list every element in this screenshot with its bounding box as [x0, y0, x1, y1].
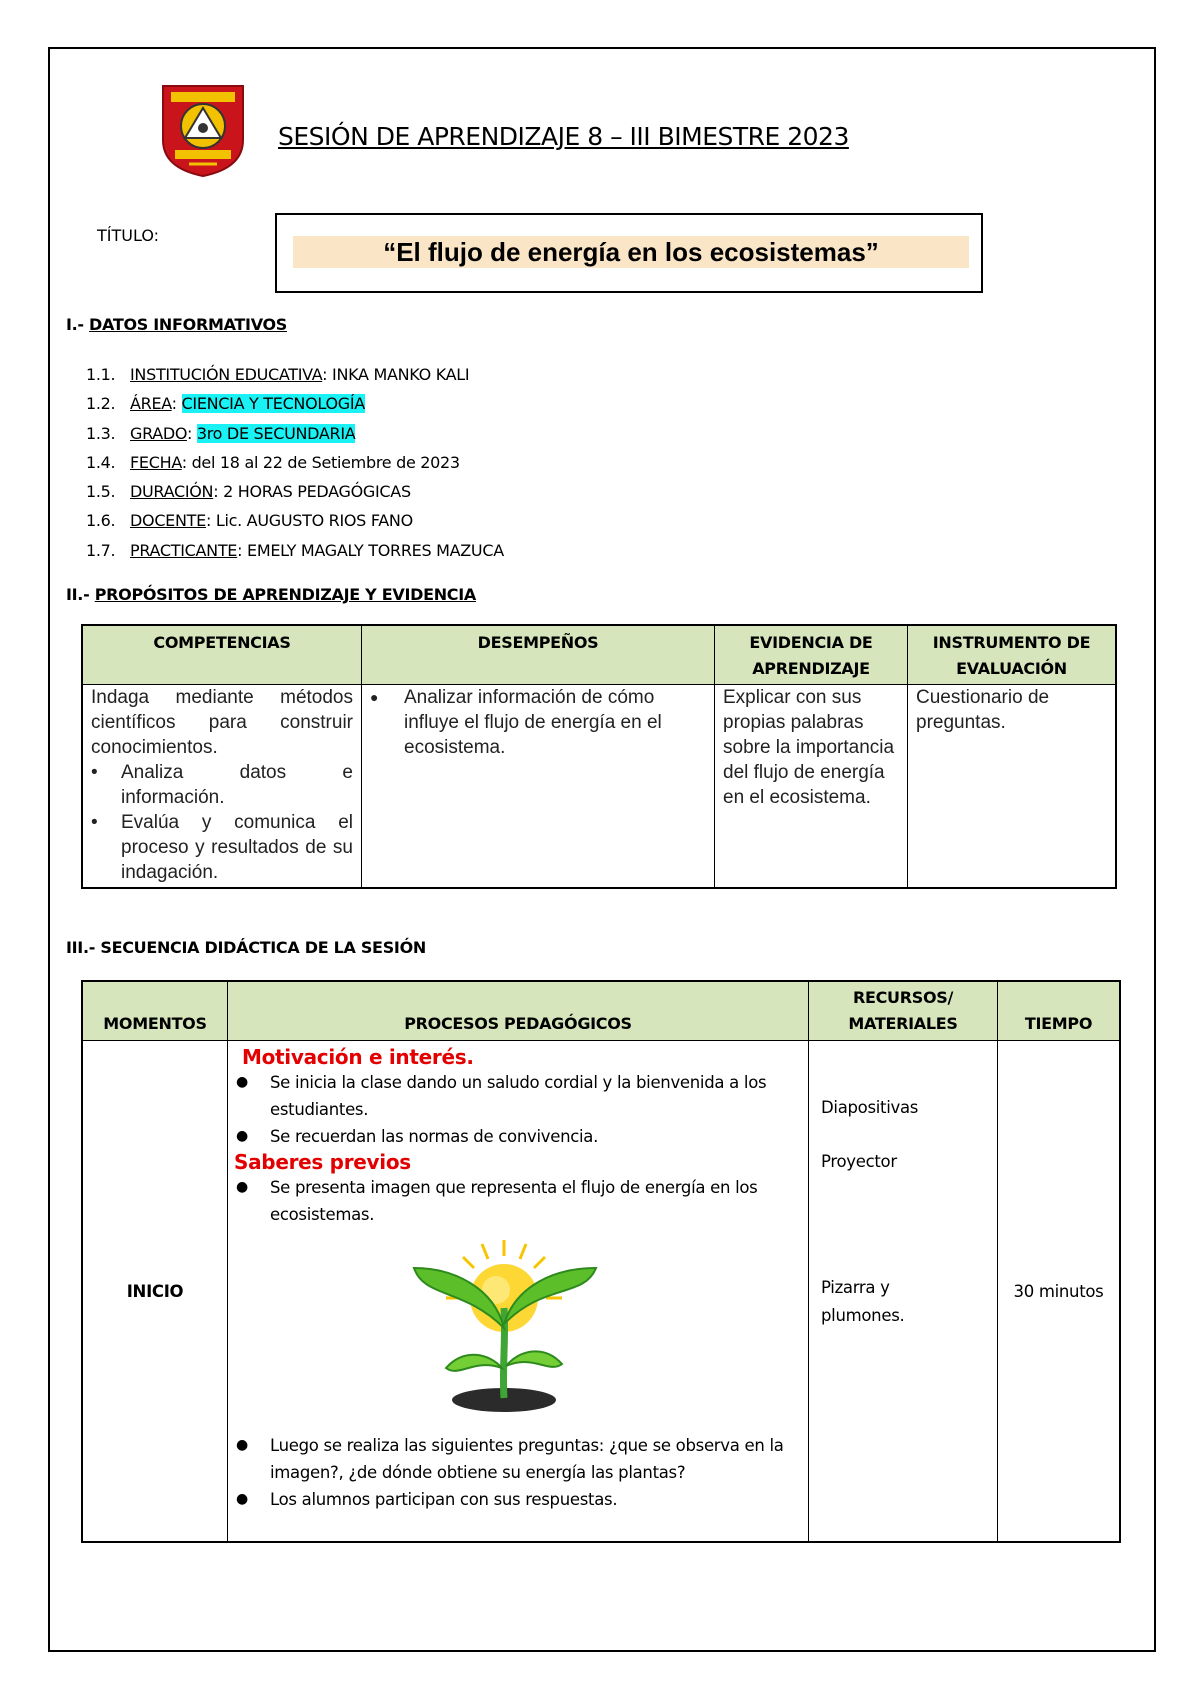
titulo-box	[275, 213, 983, 293]
column-header: COMPETENCIAS	[82, 625, 362, 685]
list-item: ● Se presenta imagen que representa el flujo de energía en los ecosistemas.	[236, 1178, 758, 1224]
column-header: PROCESOS PEDAGÓGICOS	[228, 981, 809, 1041]
list-item: 1.2. ÁREA: CIENCIA Y TECNOLOGÍA	[86, 394, 365, 414]
recursos-cell	[809, 1041, 998, 1543]
section-propositos-heading: II.- PROPÓSITOS DE APRENDIZAJE Y EVIDENCIA	[66, 585, 476, 604]
section-datos-heading: I.- DATOS INFORMATIVOS	[66, 315, 288, 334]
column-header: DESEMPEÑOS	[362, 625, 715, 685]
procesos-cell	[228, 1041, 809, 1543]
list-item: 1.3. GRADO: 3ro DE SECUNDARIA	[86, 423, 356, 443]
evidencia-cell: Explicar con sus propias palabras sobre la importancia del flujo de energía en el ecosistema.	[715, 685, 908, 889]
competencias-cell: Indaga mediante métodos científicos para construir conocimientos. • Analiza datos e información. • Evalúa y comunica el proceso y resultados de su indagación.	[82, 685, 362, 889]
list-item: 1.5. DURACIÓN: 2 HORAS PEDAGÓGICAS	[86, 482, 411, 502]
list-item: 1.7. PRACTICANTE: EMELY MAGALY TORRES MAZUCA	[86, 540, 504, 560]
saberes-title: Saberes previos	[234, 1150, 411, 1174]
document-title: SESIÓN DE APRENDIZAJE 8 – III BIMESTRE 2023	[278, 122, 849, 151]
section-secuencia-heading: III.- SECUENCIA DIDÁCTICA DE LA SESIÓN	[66, 938, 426, 957]
tiempo-cell: 30 minutos	[998, 1041, 1121, 1543]
list-item: ● Se recuerdan las normas de convivencia.	[236, 1127, 599, 1146]
column-header: TIEMPO	[998, 981, 1121, 1041]
list-item: 1.4. FECHA: del 18 al 22 de Setiembre de 2023	[86, 452, 460, 472]
desempenos-cell: ● Analizar información de cómo influye el flujo de energía en el ecosistema.	[362, 685, 715, 889]
titulo-label: TÍTULO:	[97, 226, 160, 245]
list-item: 1.6. DOCENTE: Lic. AUGUSTO RIOS FANO	[86, 511, 413, 531]
column-header: RECURSOS/ MATERIALES	[809, 981, 998, 1041]
session-title: “El flujo de energía en los ecosistemas”	[293, 236, 969, 268]
propositos-table	[81, 624, 1117, 889]
recurso-item: Diapositivas	[821, 1098, 919, 1117]
column-header: MOMENTOS	[82, 981, 228, 1041]
secuencia-table	[81, 980, 1121, 1543]
school-crest-logo	[155, 82, 251, 178]
momento-cell: INICIO	[82, 1041, 228, 1543]
column-header: INSTRUMENTO DE EVALUACIÓN	[908, 625, 1117, 685]
recurso-item: Pizarra y plumones.	[821, 1278, 905, 1325]
datos-list	[86, 360, 504, 565]
motivacion-title: Motivación e interés.	[242, 1045, 474, 1069]
column-header: EVIDENCIA DE APRENDIZAJE	[715, 625, 908, 685]
list-item: ● Se inicia la clase dando un saludo cordial y la bienvenida a los estudiantes.	[236, 1073, 767, 1119]
plant-sun-illustration	[234, 1228, 800, 1428]
list-item: ● Luego se realiza las siguientes preguntas: ¿que se observa en la imagen?, ¿de dónde obtiene su energía las plantas?	[236, 1436, 784, 1482]
list-item: 1.1. INSTITUCIÓN EDUCATIVA: INKA MANKO KALI	[86, 365, 470, 384]
recurso-item: Proyector	[821, 1152, 897, 1171]
list-item: ● Los alumnos participan con sus respuestas.	[236, 1490, 618, 1509]
instrumento-cell: Cuestionario de preguntas.	[908, 685, 1117, 889]
